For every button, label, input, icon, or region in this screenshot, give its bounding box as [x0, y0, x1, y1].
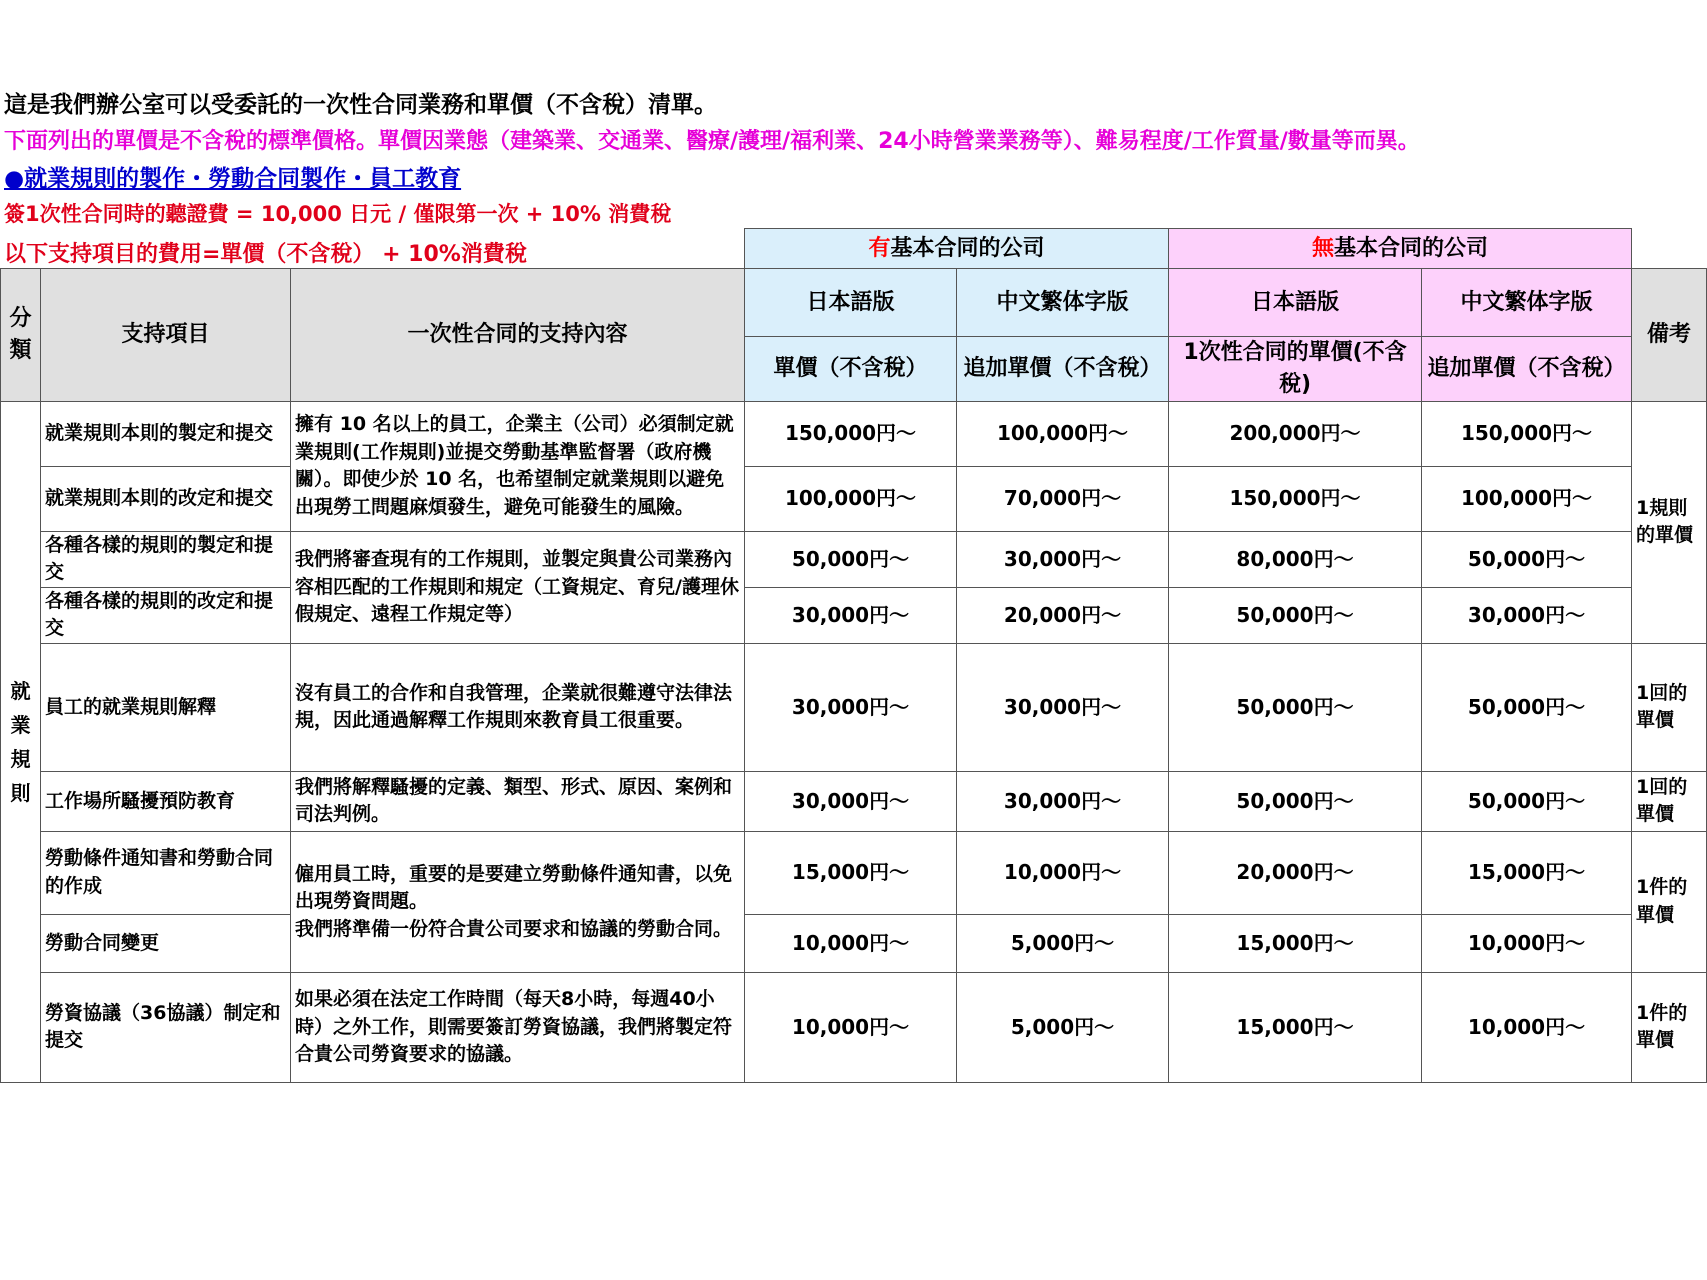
price-cell: 15,000円～: [1422, 831, 1632, 914]
price-cell: 30,000円～: [957, 771, 1169, 831]
group-without-contract: [1169, 229, 1632, 269]
content-cell: 擁有 10 名以上的員工，企業主（公司）必須制定就業規則(工作規則)並提交勞動基準監督署（政府機關）。即使少於 10 名，也希望制定就業規則以避免出現勞工問題麻煩發生，避免可能發生的風險。: [291, 401, 745, 531]
col-jp-version-2: 日本語版: [1169, 269, 1422, 337]
price-cell: 30,000円～: [745, 587, 957, 643]
without-rest: 基本合同的公司: [1334, 235, 1489, 261]
table-row-item: 各種各樣的規則的製定和提交: [41, 531, 291, 587]
price-cell: 150,000円～: [745, 401, 957, 466]
group-with-contract: [745, 229, 1169, 269]
table-row-item: 各種各樣的規則的改定和提交: [41, 587, 291, 643]
col-item: 支持項目: [41, 269, 291, 402]
price-cell: 30,000円～: [745, 643, 957, 771]
price-table: [0, 228, 1707, 1083]
price-disclaimer: 下面列出的單價是不含稅的標準價格。單價因業態（建築業、交通業、醫療/護理/福利業、24小時營業業務等）、難易程度/工作質量/數量等而異。: [4, 129, 1420, 154]
price-cell: 70,000円～: [957, 466, 1169, 531]
col-category: 分類: [1, 269, 41, 402]
hearing-fee-note: 簽1次性合同時的聽證費 = 10,000 日元 / 僅限第一次 + 10% 消費稅: [4, 202, 672, 226]
table-row-item: 就業規則本則的改定和提交: [41, 466, 291, 531]
section-heading-link[interactable]: ●就業規則的製作・勞動合同製作・員工教育: [4, 166, 462, 192]
price-cell: 50,000円～: [1422, 531, 1632, 587]
content-text: 我們將準備一份符合貴公司要求和協議的勞動合同。: [295, 917, 733, 940]
price-cell: 200,000円～: [1169, 401, 1422, 466]
price-cell: 10,000円～: [1422, 972, 1632, 1082]
price-cell: 15,000円～: [1169, 914, 1422, 972]
price-cell: 80,000円～: [1169, 531, 1422, 587]
price-cell: 100,000円～: [957, 401, 1169, 466]
note-cell: 1件的單價: [1632, 831, 1707, 972]
note-cell: 1回的單價: [1632, 643, 1707, 771]
price-cell: 50,000円～: [745, 531, 957, 587]
note-cell: 1規則的單價: [1632, 401, 1707, 643]
content-cell: 如果必須在法定工作時間（每天8小時，每週40小時）之外工作，則需要簽訂勞資協議，我們將製定符合貴公司勞資要求的協議。: [291, 972, 745, 1082]
price-cell: 50,000円～: [1169, 643, 1422, 771]
col-unit-price: 單價（不含稅）: [745, 337, 957, 402]
category-label: 就業規則: [10, 678, 31, 805]
price-cell: 30,000円～: [957, 643, 1169, 771]
price-cell: 20,000円～: [957, 587, 1169, 643]
price-cell: 50,000円～: [1169, 587, 1422, 643]
price-cell: 5,000円～: [957, 914, 1169, 972]
price-cell: 10,000円～: [1422, 914, 1632, 972]
content-text: 僱用員工時，重要的是要建立勞動條件通知書，以免出現勞資問題。: [295, 862, 733, 913]
col-zh-version-2: 中文繁体字版: [1422, 269, 1632, 337]
price-cell: 15,000円～: [1169, 972, 1422, 1082]
table-row-item: 勞動條件通知書和勞動合同的作成: [41, 831, 291, 914]
price-cell: 50,000円～: [1169, 771, 1422, 831]
price-cell: 50,000円～: [1422, 643, 1632, 771]
with-rest: 基本合同的公司: [890, 235, 1045, 261]
with-prefix: 有: [868, 235, 891, 261]
col-add-price-2: 追加單價（不含稅）: [1422, 337, 1632, 402]
table-row-item: 工作場所騷擾預防教育: [41, 771, 291, 831]
col-content: 一次性合同的支持內容: [291, 269, 745, 402]
price-cell: 30,000円～: [957, 531, 1169, 587]
col-notes: 備考: [1632, 269, 1707, 402]
content-cell: 我們將解釋騷擾的定義、類型、形式、原因、案例和司法判例。: [291, 771, 745, 831]
price-cell: 10,000円～: [957, 831, 1169, 914]
col-zh-version: 中文繁体字版: [957, 269, 1169, 337]
price-cell: 10,000円～: [745, 972, 957, 1082]
price-cell: 30,000円～: [745, 771, 957, 831]
price-cell: 50,000円～: [1422, 771, 1632, 831]
price-cell: 150,000円～: [1169, 466, 1422, 531]
note-cell: 1回的單價: [1632, 771, 1707, 831]
without-prefix: 無: [1311, 235, 1334, 261]
note-cell: 1件的單價: [1632, 972, 1707, 1082]
table-row-item: 勞資協議（36協議）制定和提交: [41, 972, 291, 1082]
price-cell: 20,000円～: [1169, 831, 1422, 914]
content-cell: 我們將審查現有的工作規則，並製定與貴公司業務內容相匹配的工作規則和規定（工資規定、育兒/護理休假規定、遠程工作規定等）: [291, 531, 745, 643]
price-cell: 100,000円～: [745, 466, 957, 531]
category-cell: [1, 401, 41, 1082]
content-cell: 沒有員工的合作和自我管理，企業就很難遵守法律法規，因此通過解釋工作規則來教育員工很重要。: [291, 643, 745, 771]
table-row-item: 員工的就業規則解釋: [41, 643, 291, 771]
price-cell: 150,000円～: [1422, 401, 1632, 466]
price-cell: 15,000円～: [745, 831, 957, 914]
content-cell: [291, 831, 745, 972]
col-one-time-price: 1次性合同的單價(不含稅): [1169, 337, 1422, 402]
col-jp-version: 日本語版: [745, 269, 957, 337]
price-cell: 30,000円～: [1422, 587, 1632, 643]
price-cell: 100,000円～: [1422, 466, 1632, 531]
table-row-item: 勞動合同變更: [41, 914, 291, 972]
fee-formula-note: 以下支持項目的費用=單價（不含稅） + 10%消費稅: [4, 242, 527, 267]
price-cell: 10,000円～: [745, 914, 957, 972]
intro-line: 這是我們辦公室可以受委託的一次性合同業務和單價（不含稅）清單。: [4, 92, 717, 118]
table-row-item: 就業規則本則的製定和提交: [41, 401, 291, 466]
price-cell: 5,000円～: [957, 972, 1169, 1082]
col-add-price: 追加單價（不含稅）: [957, 337, 1169, 402]
